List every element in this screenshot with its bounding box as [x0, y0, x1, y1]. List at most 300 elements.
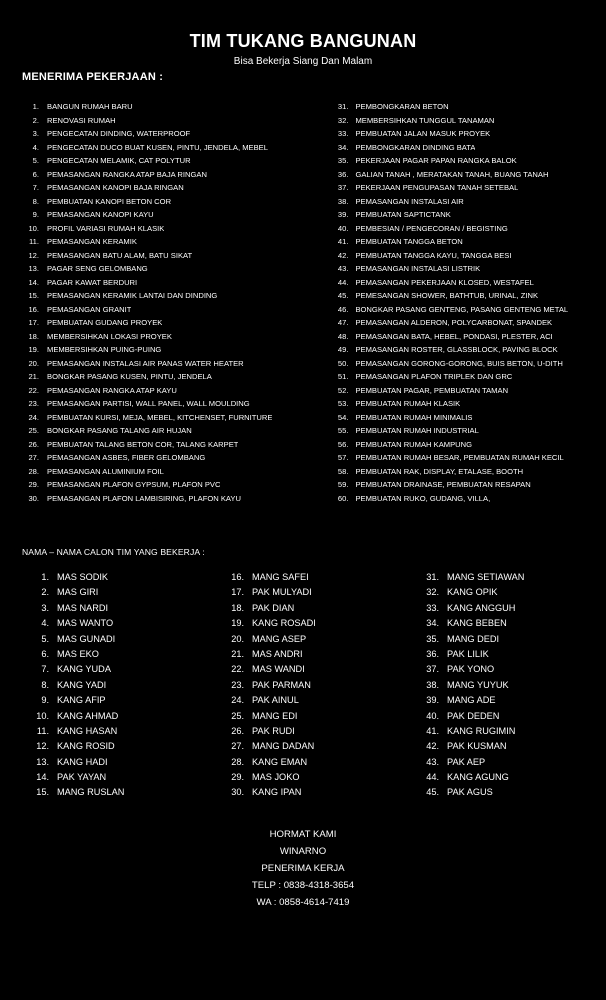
name-item-text: MANG DADAN [252, 741, 315, 752]
job-item-number: 32. [337, 115, 349, 125]
job-item [22, 316, 330, 330]
job-item-number: 39. [337, 210, 349, 219]
job-item-text: PEMASANGAN INSTALASI AIR PANAS WATER HEATER [47, 358, 244, 368]
job-item-text: PEMASANGAN INSTALASI AIR [355, 196, 464, 206]
name-item [420, 647, 590, 662]
name-item-number: 23. [231, 679, 244, 690]
job-item-number: 24. [28, 412, 39, 422]
job-item [330, 451, 592, 465]
name-item-number: 24. [231, 695, 244, 706]
job-item-number: 52. [337, 385, 349, 395]
name-item-number: 12. [36, 741, 49, 752]
job-item-text: PAGAR SENG GELOMBANG [47, 264, 148, 273]
name-item-number: 19. [231, 618, 244, 629]
name-item-text: MANG ASEP [252, 633, 307, 644]
name-item-text: KANG ROSID [57, 741, 115, 752]
name-item-text: PAK AINUL [252, 695, 299, 706]
job-item-number: 30. [28, 493, 39, 503]
name-item-text: PAK AGUS [447, 787, 493, 798]
job-item-text: PEMASANGAN KERAMIK LANTAI DAN DINDING [47, 291, 218, 300]
name-item-number: 21. [231, 648, 244, 659]
name-item-number: 30. [231, 787, 244, 798]
job-item [22, 141, 330, 155]
job-item-text: PEMESANGAN SHOWER, BATHTUB, URINAL, ZINK [355, 291, 539, 300]
name-item-number: 4. [41, 618, 49, 629]
name-item-text: MANG SAFEI [252, 572, 309, 582]
job-item-text: PEMBESIAN / PENGECORAN / BEGISTING [355, 223, 508, 233]
name-item [420, 739, 590, 754]
name-item [30, 616, 225, 631]
name-item-text: KANG BEBEN [447, 618, 507, 629]
name-item [30, 770, 225, 785]
job-item-number: 59. [337, 480, 349, 489]
job-item [330, 370, 592, 384]
job-item [22, 114, 330, 128]
name-item-number: 2. [41, 587, 49, 598]
job-item [330, 330, 592, 344]
job-item [22, 195, 330, 209]
job-item [22, 222, 330, 236]
name-item-text: MAS WANTO [57, 618, 114, 629]
job-item-text: PEMASANGAN INSTALASI LISTRIK [355, 264, 481, 273]
name-item-text: MAS JOKO [252, 772, 300, 783]
job-item-number: 35. [337, 156, 349, 165]
job-item-number: 60. [337, 493, 349, 503]
name-item-text: PAK KUSMAN [447, 741, 507, 752]
names-column-1 [30, 570, 225, 801]
name-item-text: KANG AHMAD [57, 710, 119, 721]
job-item-number: 49. [337, 345, 349, 354]
name-item-number: 22. [231, 664, 244, 675]
job-item-number: 21. [28, 372, 39, 381]
name-item [225, 739, 420, 754]
job-item-text: PEMBONGKARAN DINDING BATA [355, 142, 476, 152]
name-item-number: 25. [231, 710, 244, 721]
job-item [330, 127, 592, 141]
name-item-number: 39. [426, 695, 439, 706]
name-item-number: 31. [426, 572, 439, 582]
job-item-number: 16. [28, 304, 39, 314]
name-item [420, 755, 590, 770]
name-item-number: 27. [231, 741, 244, 752]
job-item-text: PAGAR KAWAT BERDURI [47, 277, 138, 287]
job-item [330, 235, 592, 249]
job-item-number: 14. [28, 277, 39, 287]
job-item-text: PENGECATAN MELAMIK, CAT POLYTUR [47, 156, 191, 165]
job-item-number: 8. [32, 196, 39, 206]
name-item [420, 724, 590, 739]
job-item-number: 40. [337, 223, 349, 233]
job-item-number: 27. [28, 453, 39, 462]
name-item-number: 37. [426, 664, 439, 675]
job-item-text: PEMASANGAN RANGKA ATAP KAYU [47, 385, 177, 395]
job-item-text: PEMBUATAN RUKO, GUDANG, VILLA, [355, 493, 491, 503]
name-item-text: PAK YAYAN [57, 772, 107, 783]
job-item-text: PEMBUATAN RAK, DISPLAY, ETALASE, BOOTH [355, 466, 524, 476]
name-item-number: 9. [41, 695, 49, 706]
name-item-number: 34. [426, 618, 439, 629]
name-item [225, 570, 420, 585]
job-item [330, 154, 592, 168]
name-item-number: 14. [36, 772, 49, 783]
name-item-text: KANG ROSADI [252, 618, 316, 629]
job-item [22, 384, 330, 398]
name-item [30, 601, 225, 616]
job-item-number: 5. [32, 156, 39, 165]
job-item-text: PEMBUATAN JALAN MASUK PROYEK [355, 129, 491, 138]
job-item-text: PEMASANGAN KERAMIK [47, 237, 137, 246]
job-item [22, 303, 330, 317]
job-item [330, 465, 592, 479]
job-item-number: 22. [28, 385, 39, 395]
job-item [22, 168, 330, 182]
name-item [30, 724, 225, 739]
job-item-number: 1. [32, 102, 39, 111]
name-item [30, 785, 225, 800]
job-item-text: PEMBONGKARAN BETON [355, 102, 449, 111]
name-item-number: 28. [231, 756, 244, 767]
name-item-text: KANG HASAN [57, 725, 118, 736]
job-item-text: PEMBUATAN KURSI, MEJA, MEBEL, KITCHENSET, FURNITURE [47, 412, 273, 422]
job-item-number: 58. [337, 466, 349, 476]
job-item-number: 34. [337, 142, 349, 152]
job-item-text: PEMASANGAN ALUMINIUM FOIL [47, 466, 164, 476]
name-item-text: KANG AFIP [57, 695, 106, 706]
closing-text: HORMAT KAMI [269, 829, 337, 840]
job-item-text: BONGKAR PASANG TALANG AIR HUJAN [47, 426, 192, 435]
name-item [225, 632, 420, 647]
job-item-text: BONGKAR PASANG KUSEN, PINTU, JENDELA [47, 372, 212, 381]
name-item-number: 7. [41, 664, 49, 675]
name-item-text: PAK LILIK [447, 648, 489, 659]
job-item [330, 289, 592, 303]
job-item [22, 478, 330, 492]
jobs-heading: MENERIMA PEKERJAAN : [22, 71, 164, 83]
job-item-text: PEMASANGAN RANGKA ATAP BAJA RINGAN [47, 169, 207, 179]
name-item-number: 45. [426, 787, 439, 798]
job-item [22, 154, 330, 168]
job-item-text: PEMBUATAN PAGAR, PEMBUATAN TAMAN [355, 385, 509, 395]
name-item-text: MANG RUSLAN [57, 787, 125, 798]
job-item-number: 43. [337, 264, 349, 273]
name-item-number: 29. [231, 772, 244, 783]
name-item-number: 11. [36, 725, 49, 736]
job-item-number: 4. [32, 142, 39, 152]
job-item-text: PEMBUATAN SAPTICTANK [355, 210, 451, 219]
job-item [22, 357, 330, 371]
name-item [225, 585, 420, 600]
job-item-text: PEKERJAAN PAGAR PAPAN RANGKA BALOK [355, 156, 517, 165]
document-title: TIM TUKANG BANGUNAN [189, 31, 417, 51]
job-item-text: MEMBERSIHKAN PUING-PUING [47, 345, 162, 354]
job-item-text: PENGECATAN DUCO BUAT KUSEN, PINTU, JENDELA, MEBEL [47, 142, 268, 152]
job-item [22, 100, 330, 114]
job-item-text: PEMASANGAN PLAFON LAMBISIRING, PLAFON KAYU [47, 493, 241, 503]
job-item [22, 465, 330, 479]
job-item [330, 276, 592, 290]
name-item-text: KANG IPAN [252, 787, 302, 798]
name-item-text: MAS WANDI [252, 664, 305, 675]
job-item-number: 44. [337, 277, 349, 287]
job-item-number: 47. [337, 318, 349, 327]
name-item [225, 678, 420, 693]
job-item-number: 23. [28, 399, 39, 408]
job-item-number: 7. [32, 183, 39, 192]
job-item [330, 100, 592, 114]
name-item-text: KANG EMAN [252, 756, 308, 767]
name-item-number: 40. [426, 710, 439, 721]
phone-number: TELP : 0838-4318-3654 [251, 880, 355, 891]
document-subtitle: Bisa Bekerja Siang Dan Malam [233, 56, 373, 67]
job-item-number: 46. [337, 304, 349, 314]
job-item-text: PEKERJAAN PENGUPASAN TANAH SETEBAL [355, 183, 519, 192]
name-item-text: KANG ANGGUH [447, 602, 516, 613]
name-item [420, 770, 590, 785]
job-item [22, 438, 330, 452]
job-item [330, 303, 592, 317]
job-item-text: PEMBUATAN RUMAH KAMPUNG [355, 439, 473, 449]
name-item-text: MANG EDI [252, 710, 298, 721]
job-item-number: 36. [337, 169, 349, 179]
job-item [330, 141, 592, 155]
job-item [22, 262, 330, 276]
job-item [330, 195, 592, 209]
job-item-number: 41. [337, 237, 349, 246]
name-item-text: PAK YONO [447, 664, 495, 675]
name-item [420, 662, 590, 677]
name-item [225, 785, 420, 800]
name-item-text: KANG YUDA [57, 664, 111, 675]
job-item-number: 38. [337, 196, 349, 206]
job-item-text: PEMBUATAN RUMAH BESAR, PEMBUATAN RUMAH KECIL [355, 453, 564, 462]
name-item-text: PAK PARMAN [252, 679, 311, 690]
job-item [22, 343, 330, 357]
name-item-number: 33. [426, 602, 439, 613]
name-item-number: 18. [231, 602, 244, 613]
job-item-text: PEMASANGAN ALDERON, POLYCARBONAT, SPANDEK [355, 318, 553, 327]
whatsapp-number: WA : 0858-4614-7419 [256, 897, 350, 908]
job-item [22, 289, 330, 303]
job-item [22, 370, 330, 384]
name-item-text: MANG YUYUK [447, 679, 509, 690]
job-item [330, 249, 592, 263]
name-item-number: 15. [36, 787, 49, 798]
job-item-number: 57. [337, 453, 349, 462]
name-item-text: KANG HADI [57, 756, 108, 767]
signature-block [0, 826, 606, 911]
job-item [330, 222, 592, 236]
job-item-number: 55. [337, 426, 349, 435]
name-item [30, 570, 225, 585]
job-item-text: PEMASANGAN ROSTER, GLASSBLOCK, PAVING BLOCK [355, 345, 558, 354]
job-item-number: 18. [28, 331, 39, 341]
job-item [330, 478, 592, 492]
job-item-number: 42. [337, 250, 349, 260]
name-item-text: MAS EKO [57, 648, 99, 659]
job-item-number: 29. [28, 480, 39, 489]
name-item-text: KANG OPIK [447, 587, 498, 598]
job-item-text: PEMASANGAN GORONG-GORONG, BUIS BETON, U-DITH [355, 358, 563, 368]
job-item-text: BANGUN RUMAH BARU [47, 102, 133, 111]
job-item-number: 15. [28, 291, 39, 300]
job-item [22, 181, 330, 195]
job-item [22, 492, 330, 506]
name-item-number: 17. [231, 587, 244, 598]
name-item [420, 709, 590, 724]
job-item-number: 48. [337, 331, 349, 341]
name-item-number: 44. [426, 772, 439, 783]
name-item [420, 616, 590, 631]
name-item-number: 20. [231, 633, 244, 644]
job-item-number: 53. [337, 399, 349, 408]
job-item-text: PEMBUATAN DRAINASE, PEMBUATAN RESAPAN [355, 480, 531, 489]
job-item-text: GALIAN TANAH , MERATAKAN TANAH, BUANG TANAH [355, 169, 549, 179]
name-item-text: PAK MULYADI [252, 587, 312, 598]
job-item-number: 13. [28, 264, 39, 273]
name-item-number: 5. [41, 633, 49, 644]
name-item-text: KANG YADI [57, 679, 107, 690]
job-item-number: 37. [337, 183, 349, 192]
name-item [420, 693, 590, 708]
job-item-text: PEMBUATAN TANGGA KAYU, TANGGA BESI [355, 250, 512, 260]
job-item-number: 20. [28, 358, 39, 368]
job-item-number: 6. [32, 169, 39, 179]
job-item-number: 33. [337, 129, 349, 138]
name-item-text: MAS SODIK [57, 572, 109, 582]
name-item [420, 585, 590, 600]
job-item-text: MEMBERSIHKAN TUNGGUL TANAMAN [355, 115, 495, 125]
name-item [30, 662, 225, 677]
name-item [225, 601, 420, 616]
job-item [330, 262, 592, 276]
name-item [420, 601, 590, 616]
job-item-number: 50. [337, 358, 349, 368]
name-item-text: PAK DIAN [252, 602, 295, 613]
signer-name: WINARNO [279, 846, 327, 857]
job-item-text: PEMASANGAN BATU ALAM, BATU SIKAT [47, 250, 193, 260]
job-item-text: PEMASANGAN PLAFON TRIPLEK DAN GRC [355, 372, 513, 381]
name-item [225, 647, 420, 662]
name-item-text: KANG AGUNG [447, 772, 509, 783]
job-item [330, 168, 592, 182]
job-item-number: 51. [337, 372, 349, 381]
name-item [30, 709, 225, 724]
jobs-column-right [330, 100, 592, 505]
job-item-text: BONGKAR PASANG GENTENG, PASANG GENTENG METAL [355, 304, 569, 314]
name-item [225, 709, 420, 724]
name-item [420, 785, 590, 800]
job-item-text: PROFIL VARIASI RUMAH KLASIK [47, 223, 165, 233]
job-item [22, 249, 330, 263]
job-item-text: PEMBUATAN GUDANG PROYEK [47, 318, 163, 327]
job-item [22, 424, 330, 438]
names-column-2 [225, 570, 420, 801]
name-item-text: MANG DEDI [447, 633, 500, 644]
name-item-number: 41. [426, 725, 439, 736]
name-item-number: 42. [426, 741, 439, 752]
name-item-number: 26. [231, 725, 244, 736]
name-item [225, 724, 420, 739]
name-item-number: 16. [231, 572, 244, 582]
job-item-text: PEMBUATAN TALANG BETON COR, TALANG KARPET [47, 439, 239, 449]
job-item [330, 343, 592, 357]
name-item [30, 647, 225, 662]
job-item-text: PEMASANGAN PEKERJAAN KLOSED, WESTAFEL [355, 277, 534, 287]
name-item [225, 662, 420, 677]
job-item-text: PEMASANGAN KANOPI KAYU [47, 210, 154, 219]
job-item [330, 316, 592, 330]
job-item [22, 235, 330, 249]
job-item [330, 492, 592, 506]
signer-role: PENERIMA KERJA [261, 863, 345, 874]
job-item-number: 9. [32, 210, 39, 219]
name-item-number: 32. [426, 587, 439, 598]
job-item [330, 384, 592, 398]
name-item-text: KANG RUGIMIN [447, 725, 516, 736]
job-item [330, 411, 592, 425]
job-item [330, 208, 592, 222]
job-item [22, 330, 330, 344]
job-item [22, 397, 330, 411]
name-item-number: 1. [41, 572, 49, 582]
names-heading: NAMA – NAMA CALON TIM YANG BEKERJA : [22, 547, 205, 557]
job-item [330, 438, 592, 452]
name-item-text: PAK RUDI [252, 725, 295, 736]
job-item-number: 31. [337, 102, 349, 111]
name-item-number: 6. [41, 648, 49, 659]
name-item [30, 739, 225, 754]
job-item-number: 28. [28, 466, 39, 476]
name-item-number: 10. [36, 710, 49, 721]
job-item-number: 10. [28, 223, 39, 233]
job-item-text: PEMBUATAN RUMAH KLASIK [355, 399, 461, 408]
job-item-number: 25. [28, 426, 39, 435]
job-item [22, 411, 330, 425]
job-item [330, 424, 592, 438]
job-item [22, 208, 330, 222]
name-item [420, 678, 590, 693]
job-item-number: 11. [29, 237, 39, 246]
name-item [30, 585, 225, 600]
job-item-number: 12. [28, 250, 39, 260]
name-item [30, 678, 225, 693]
name-item-number: 13. [36, 756, 49, 767]
job-item-text: PEMBUATAN TANGGA BETON [355, 237, 463, 246]
job-item [22, 276, 330, 290]
job-item-text: PEMASANGAN ASBES, FIBER GELOMBANG [47, 453, 206, 462]
job-item-text: PEMASANGAN KANOPI BAJA RINGAN [47, 183, 184, 192]
name-item-text: PAK AEP [447, 756, 486, 767]
job-item-text: MEMBERSIHKAN LOKASI PROYEK [47, 331, 172, 341]
name-item [225, 693, 420, 708]
name-item [420, 632, 590, 647]
names-list [30, 570, 590, 801]
job-item-number: 17. [28, 318, 39, 327]
name-item-text: MAS GIRI [57, 587, 99, 598]
job-item [330, 114, 592, 128]
names-column-3 [420, 570, 590, 801]
name-item-number: 3. [41, 602, 49, 613]
name-item-text: MAS ANDRI [252, 648, 303, 659]
job-item [330, 397, 592, 411]
job-item-number: 2. [32, 115, 39, 125]
job-item-text: PEMASANGAN BATA, HEBEL, PONDASI, PLESTER, ACI [355, 331, 553, 341]
jobs-column-left [22, 100, 330, 505]
name-item-number: 38. [426, 679, 439, 690]
name-item-text: MAS NARDI [57, 602, 109, 613]
job-item-number: 56. [337, 439, 349, 449]
name-item [420, 570, 590, 585]
